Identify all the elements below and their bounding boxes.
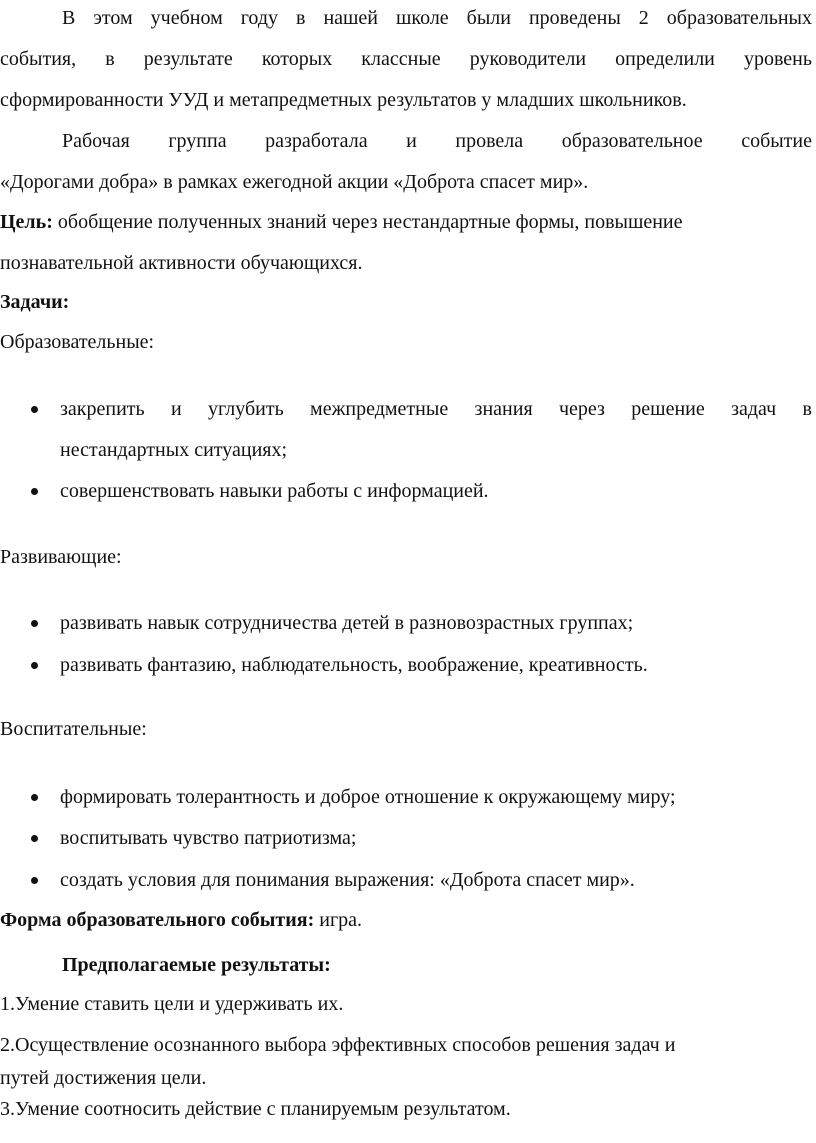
bullet-dot — [31, 662, 38, 669]
intro-paragraph-1-line-2: события, в результате которых классные руководители определили уровень — [0, 48, 812, 70]
bullet-dot — [31, 877, 38, 884]
list-item-upbringing-2: воспитывать чувство патриотизма; — [60, 827, 357, 849]
event-form-label: Форма образовательного события: — [0, 909, 315, 931]
intro-paragraph-2-line-1: Рабочая группа разработала и провела образовательное событие — [62, 130, 812, 152]
tasks-heading: Задачи: — [0, 291, 70, 313]
bullet-dot — [31, 488, 38, 495]
goal-line-1 — [0, 210, 816, 234]
bullet-dot — [31, 794, 38, 801]
list-item-developing-1: развивать навык сотрудничества детей в разновозрастных группах; — [60, 612, 634, 634]
result-item-1: 1.Умение ставить цели и удерживать их. — [0, 993, 344, 1015]
list-item-educational-1-line-1: закрепить и углубить межпредметные знания через решение задач в — [60, 398, 812, 420]
group-title-developing: Развивающие: — [0, 546, 122, 568]
bullet-dot — [31, 406, 38, 413]
event-form-line — [0, 908, 816, 932]
group-title-educational: Образовательные: — [0, 331, 155, 353]
intro-paragraph-1-line-3: сформированности УУД и метапредметных результатов у младших школьников. — [0, 89, 687, 111]
bullet-dot — [31, 835, 38, 842]
result-item-2-line-1: 2.Осуществление осознанного выбора эффективных способов решения задач и — [0, 1034, 676, 1056]
results-heading: Предполагаемые результаты: — [62, 954, 331, 976]
list-item-educational-1-line-2: нестандартных ситуациях; — [60, 439, 288, 461]
intro-paragraph-1-line-1: В этом учебном году в нашей школе были проведены 2 образовательных — [62, 7, 812, 29]
group-title-upbringing: Воспитательные: — [0, 718, 147, 740]
goal-label: Цель: — [0, 211, 53, 233]
list-item-educational-2: совершенствовать навыки работы с информацией. — [60, 480, 489, 502]
list-item-developing-2: развивать фантазию, наблюдательность, воображение, креативность. — [60, 654, 648, 676]
result-item-3: 3.Умение соотносить действие с планируемым результатом. — [0, 1098, 511, 1120]
list-item-upbringing-1: формировать толерантность и доброе отношение к окружающему миру; — [60, 786, 676, 808]
result-item-2-line-2: путей достижения цели. — [0, 1067, 207, 1089]
goal-line-2: познавательной активности обучающихся. — [0, 252, 363, 274]
goal-text: обобщение полученных знаний через нестандартные формы, повышение — [52, 211, 683, 233]
intro-paragraph-2-line-2: «Дорогами добра» в рамках ежегодной акции «Доброта спасет мир». — [0, 171, 589, 193]
list-item-upbringing-3: создать условия для понимания выражения: «Доброта спасет мир». — [60, 869, 635, 891]
bullet-dot — [31, 620, 38, 627]
event-form-value: игра. — [314, 909, 363, 931]
